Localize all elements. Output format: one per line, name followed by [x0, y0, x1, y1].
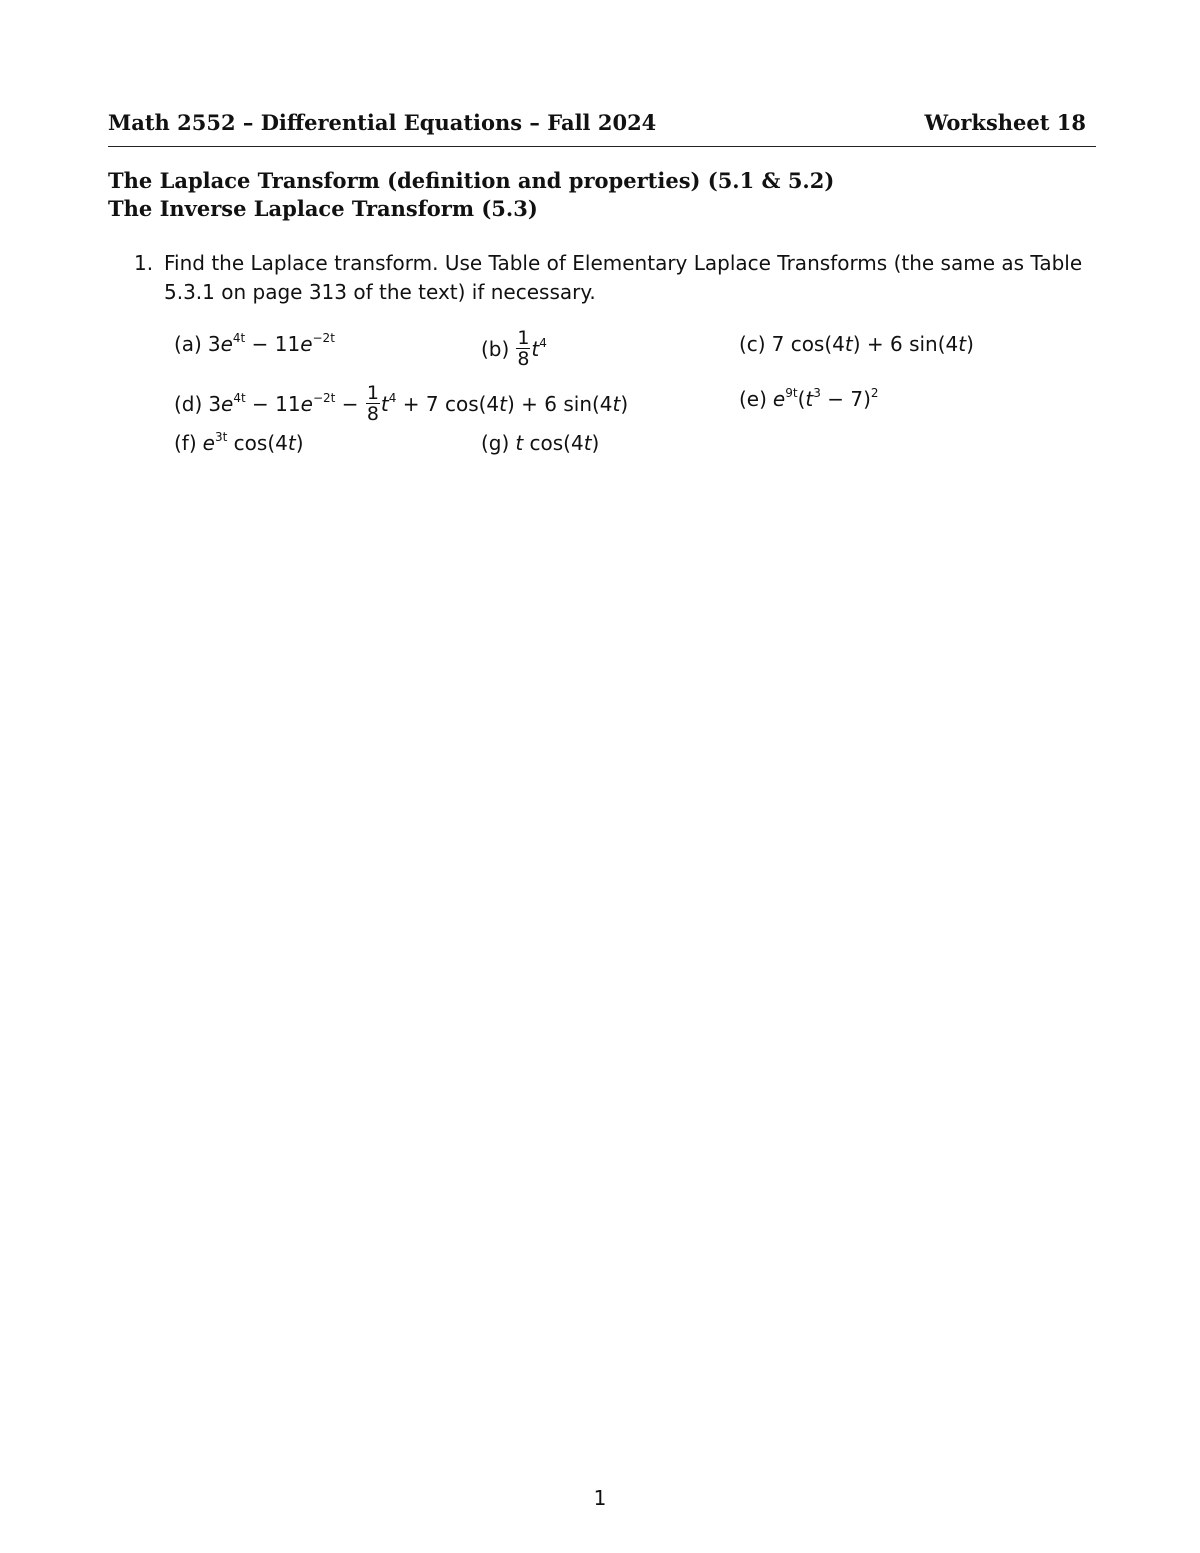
- part-f: [174, 429, 304, 457]
- worksheet-number: Worksheet 18: [924, 110, 1086, 135]
- problem-number: 1.: [134, 251, 154, 275]
- page-header: [108, 108, 1096, 147]
- page-number: 1: [593, 1486, 607, 1510]
- topic-heading-laplace: The Laplace Transform (definition and properties) (5.1 & 5.2): [108, 168, 835, 193]
- part-label: (g): [481, 431, 510, 455]
- fraction: $\frac{1}{8}$: [366, 382, 379, 425]
- topic-heading-inverse-laplace: The Inverse Laplace Transform (5.3): [108, 196, 538, 221]
- part-label: (c): [739, 332, 766, 356]
- part-g: [481, 429, 599, 457]
- math-expression: $e^{9t}(t^3 - 7)^2$: [772, 386, 879, 411]
- math-expression: $\frac{1}{8}$ $t^4$: [517, 327, 547, 370]
- part-b: [481, 327, 547, 371]
- part-d: [174, 382, 629, 426]
- part-label: (a): [174, 332, 202, 356]
- part-e: [739, 385, 879, 413]
- math-expression: t cos(4t): [515, 431, 600, 455]
- math-expression: $e^{3t}$ cos(4t): [202, 430, 304, 455]
- part-label: (e): [739, 387, 767, 411]
- math-expression: $3e^{4t} - 11e^{-2t}$ − $\frac{1}{8}$ $t^4 + 7$ cos(4t) + 6 sin(4t): [208, 382, 629, 425]
- fraction: $\frac{1}{8}$: [517, 327, 530, 370]
- part-label: (b): [481, 337, 510, 361]
- math-expression: 7 cos(4t) + 6 sin(4t): [771, 332, 974, 356]
- part-label: (d): [174, 392, 203, 416]
- part-a: [174, 330, 335, 358]
- part-label: (f): [174, 431, 197, 455]
- problem-text: Find the Laplace transform. Use Table of Elementary Laplace Transforms (the same as Table 5.3.1 on page 313 of the text) if necessary.: [164, 251, 1083, 304]
- math-expression: $3e^{4t} - 11e^{-2t}$: [207, 331, 335, 356]
- part-c: [739, 330, 974, 358]
- course-title: Math 2552 – Differential Equations – Fall 2024: [108, 110, 657, 135]
- problem-1: [134, 249, 1096, 307]
